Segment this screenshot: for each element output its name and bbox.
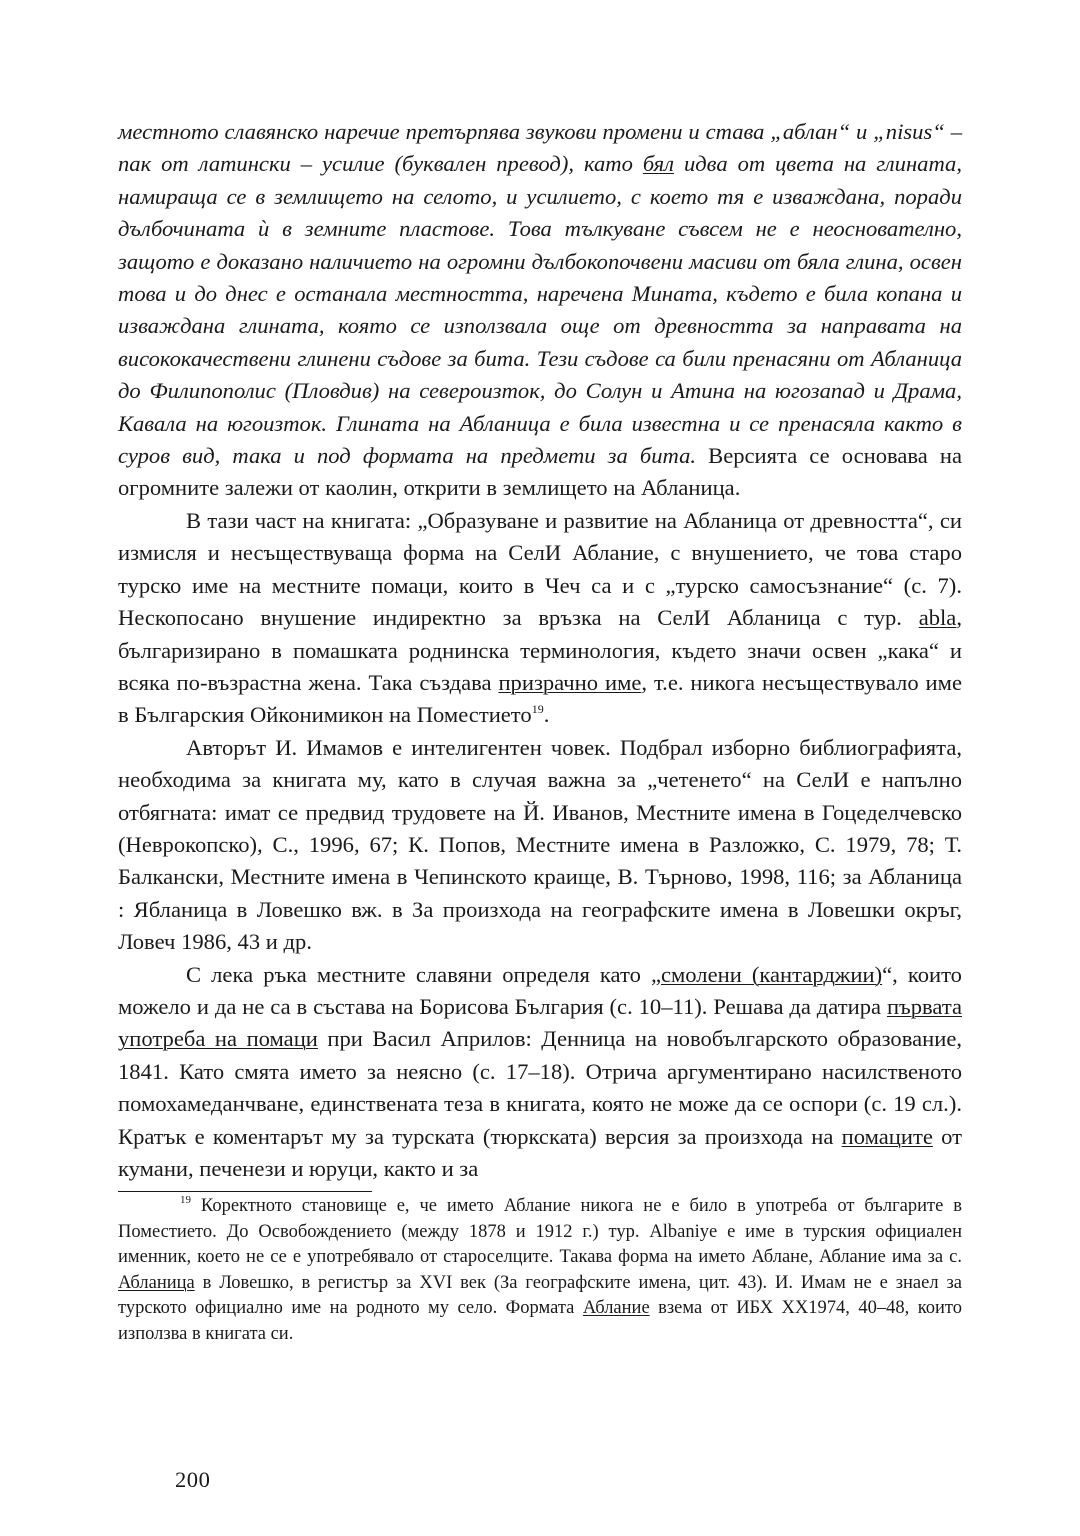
text-run: Коректното становище е, че името Аблание никога не е било в употреба от българите в Поместието. До Освобождението (между 1878 и 1912 г.) тур. Albaniye е име в турския официален именник, което не се е употребявало от староселците. Такава форма на името Аблане, Аблание има за с. (118, 1196, 962, 1268)
text-run: “, които можело и да не са в състава на Борисова България (с. 10–11). Решава да датира (118, 961, 962, 1019)
underlined-term: abla (918, 605, 957, 631)
text-run: взема от ИБХ XX1974, 40–48, които използва в книгата си. (118, 1298, 962, 1344)
main-text (118, 116, 962, 1185)
underlined-term: бял (642, 151, 674, 177)
paragraph-3: Авторът И. Имамов е интелигентен човек. Подбрал изборно библиографията, необходима за книгата му, като в случая важна за „четенето“ на СелИ е напълно отбягната: имат се предвид трудовете на Й. Иванов, Местните имена в Гоцеделчевско (Неврокопско), С., 1996, 67; К. Попов, Местните имена в Разложко, С. 1979, 78; Т. Балкански, Местните имена в Чепинското краище, В. Търново, 1998, 116; за Абланица : Ябланица в Ловешко вж. в За произхода на географските имена в Ловешки окръг, Ловеч 1986, 43 и др. (118, 734, 962, 955)
text-run: от кумани, печенези и юруци, както и за (118, 1123, 962, 1181)
text-run: в Ловешко, в регистър за XVI век (За географските имена, цит. 43). И. Имам не е знаел за турското официално име на родното му село. Формата (118, 1272, 962, 1319)
italic-quote: местното славянско наречие претърпява звукови промени и става „аблан“ и „nisus“ – пак от латински – усилие (буквален превод), като (118, 119, 962, 177)
underlined-term: смолени (кантарджии) (660, 961, 883, 987)
underlined-term: призрачно име (498, 669, 642, 695)
text-run: С лека ръка местните славяни определя като „ (186, 961, 661, 987)
text-run: , т.е. никога несъществувало име в Българския Ойконимикон на Поместието (118, 669, 962, 728)
footnote (118, 1194, 962, 1348)
italic-quote-rest: идва от цвета на глината, намираща се в землището на селото, и усилието, с което тя е изваждана, поради дълбочината ѝ в земните пластове. Това тълкуване съвсем не е неоснователно, защото е доказано наличието на огромни дълбокопочвени масиви от бяла глина, освен това и до днес е останала местността, наречена Мината, където е била копана и изваждана глината, която се използвала още от древността за направата на висококачествени глинени съдове за бита. Тези съдове са били пренасяни от Абланица до Филипополис (Пловдив) на североизток, до Солун и Атина на югозапад и Драма, Кавала на югоизток. Глината на Абланица е била известна и се пренасяла както в суров вид, така и под формата на предмети за бита. (118, 151, 962, 469)
underlined-term: Абланица (118, 1272, 195, 1293)
footnote-divider (118, 1191, 372, 1192)
underlined-term: помаците (841, 1123, 933, 1149)
page-number: 200 (175, 1467, 211, 1492)
text-run: . (543, 702, 550, 728)
footnote-reference[interactable]: 19 (531, 702, 544, 717)
paragraph-4 (118, 959, 962, 1186)
text-run: при Васил Априлов: Денница на новобългарското образование, 1841. Като смята името за неясно (с. 17–18). Отрича аргументирано насилственото помохамеданчване, единствената теза в книгата, която не може да се оспори (с. 19 сл.). Кратък е коментарът му за турската (тюркската) версия за произхода на (118, 1026, 962, 1149)
footnote-19 (118, 1194, 962, 1348)
paragraph-1-tail: Версията се основава на огромните залежи от каолин, открити в землището на Абланица. (118, 443, 962, 501)
paragraph-2 (118, 505, 962, 732)
underlined-term: първата употреба на помаци (118, 993, 962, 1052)
footnote-marker: 19 (180, 1194, 191, 1206)
text-run: В тази част на книгата: „Образуване и развитие на Абланица от древността“, си измисля и несъществуваща форма на СелИ Аблание, с внушението, че това старо турско име на местните помаци, които в Чеч са и с „турско самосъзнание“ (с. 7). Нескопосано внушение индиректно за връзка на СелИ Абланица с тур. (118, 507, 962, 631)
text-run: , българизирано в помашката роднинска терминология, където значи освен „кака“ и всяка по-възрастна жена. Така създава (118, 605, 962, 695)
paragraph-1 (118, 116, 962, 505)
underlined-term: Аблание (582, 1298, 650, 1319)
